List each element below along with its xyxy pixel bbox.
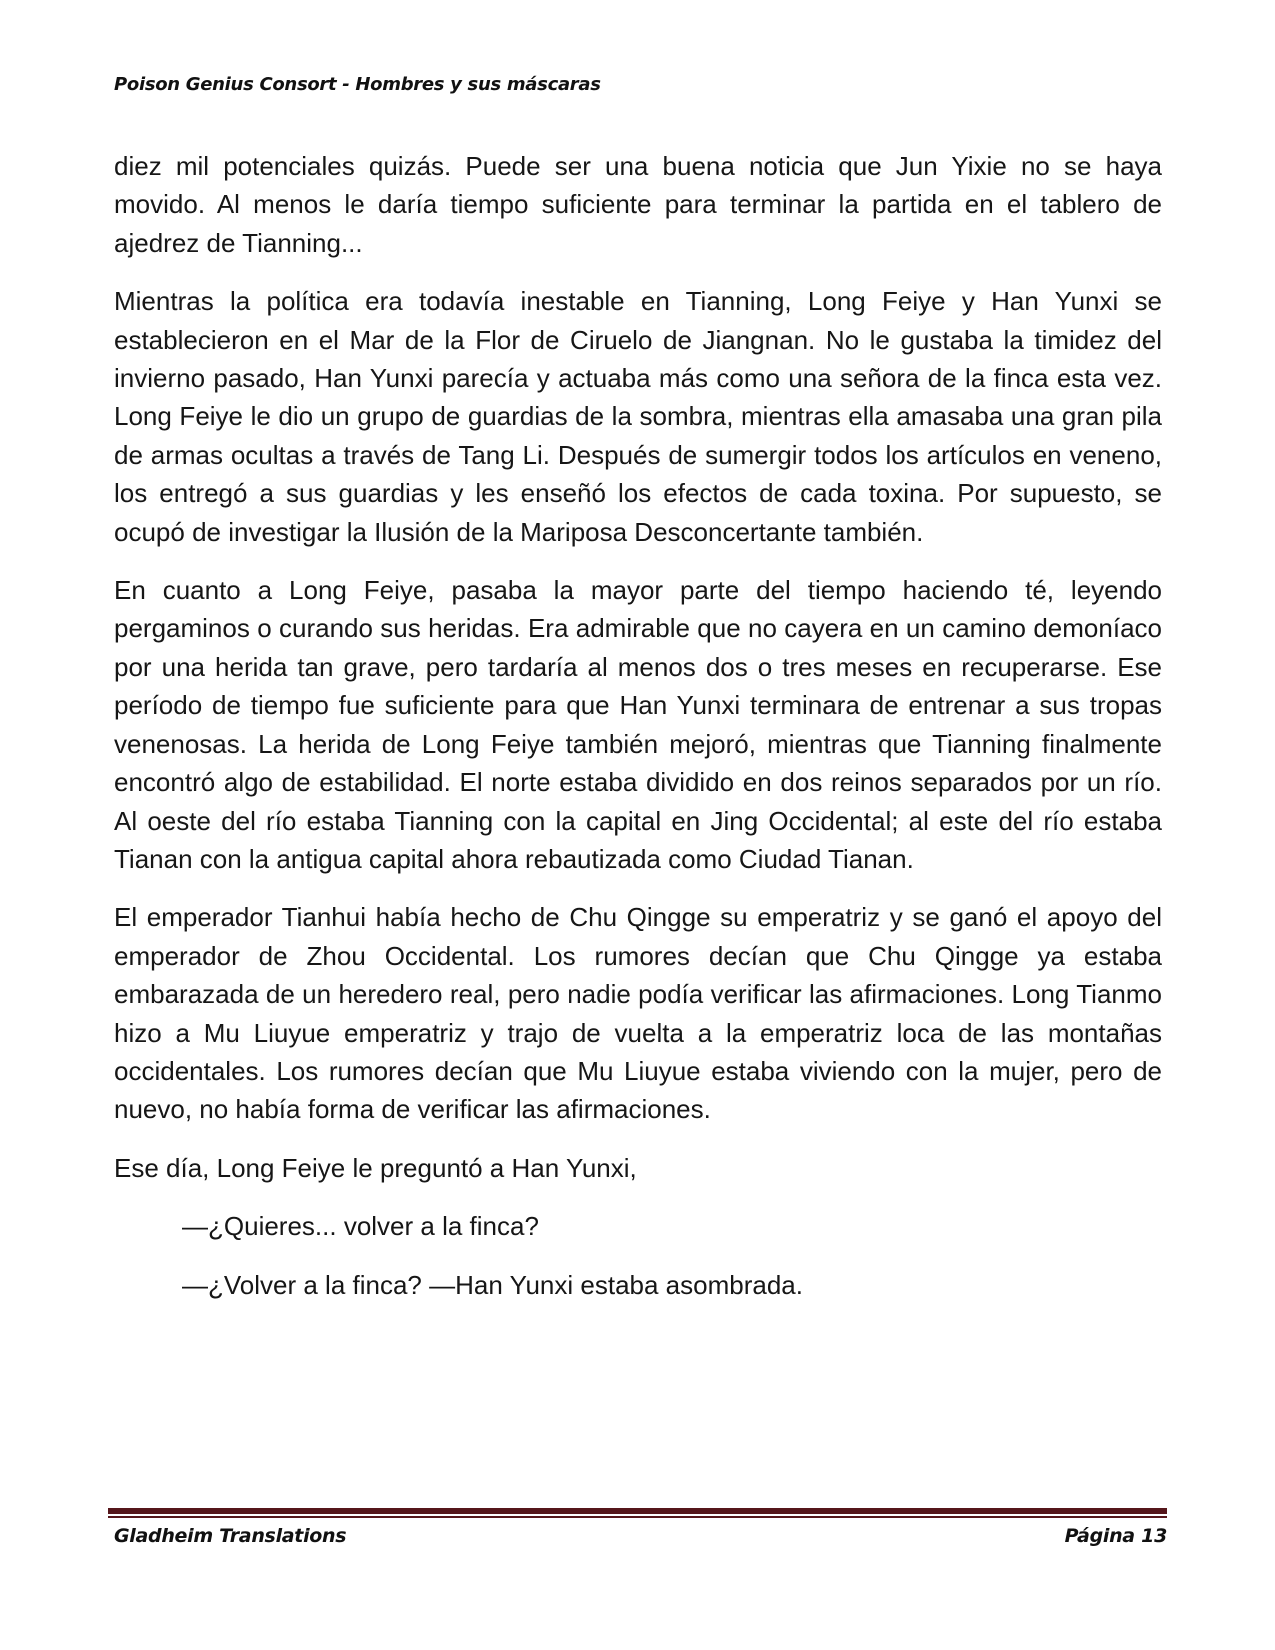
footer-rule-thin bbox=[108, 1516, 1167, 1518]
paragraph: Ese día, Long Feiye le preguntó a Han Yunxi, bbox=[114, 1152, 637, 1183]
dialogue-line: —¿Quieres... volver a la finca? bbox=[182, 1211, 539, 1242]
paragraph: diez mil potenciales quizás. Puede ser una buena noticia que Jun Yixie no se haya movido. Al menos le daría tiempo suficiente para terminar la partida en el tablero de ajedrez de Tianning... bbox=[114, 151, 1162, 258]
dialogue-line: —¿Volver a la finca? —Han Yunxi estaba asombrada. bbox=[182, 1269, 803, 1300]
paragraph: Mientras la política era todavía inestable en Tianning, Long Feiye y Han Yunxi se establecieron en el Mar de la Flor de Ciruelo de Jiangnan. No le gustaba la timidez del invierno pasado, Han Yunxi parecía y actuaba más como una señora de la finca esta vez. Long Feiye le dio un grupo de guardias de la sombra, mientras ella amasaba una gran pila de armas ocultas a través de Tang Li. Después de sumergir todos los artículos en veneno, los entregó a sus guardias y les enseñó los efectos de cada toxina. Por supuesto, se ocupó de investigar la Ilusión de la Mariposa Desconcertante también. bbox=[114, 286, 1162, 547]
footer-publisher: Gladheim Translations bbox=[114, 1525, 347, 1547]
footer-page-number: Página 13 bbox=[1064, 1525, 1167, 1547]
running-header: Poison Genius Consort - Hombres y sus máscaras bbox=[114, 74, 601, 95]
paragraph: En cuanto a Long Feiye, pasaba la mayor parte del tiempo haciendo té, leyendo pergaminos o curando sus heridas. Era admirable que no cayera en un camino demoníaco por una herida tan grave, pero tardaría al menos dos o tres meses en recuperarse. Ese período de tiempo fue suficiente para que Han Yunxi terminara de entrenar a sus tropas venenosas. La herida de Long Feiye también mejoró, mientras que Tianning finalmente encontró algo de estabilidad. El norte estaba dividido en dos reinos separados por un río. Al oeste del río estaba Tianning con la capital en Jing Occidental; al este del río estaba Tianan con la antigua capital ahora rebautizada como Ciudad Tianan. bbox=[114, 575, 1162, 874]
paragraph: El emperador Tianhui había hecho de Chu Qingge su emperatriz y se ganó el apoyo del emperador de Zhou Occidental. Los rumores decían que Chu Qingge ya estaba embarazada de un heredero real, pero nadie podía verificar las afirmaciones. Long Tianmo hizo a Mu Liuyue emperatriz y trajo de vuelta a la emperatriz loca de las montañas occidentales. Los rumores decían que Mu Liuyue estaba viviendo con la mujer, pero de nuevo, no había forma de verificar las afirmaciones. bbox=[114, 902, 1162, 1125]
footer-rule-thick bbox=[108, 1508, 1167, 1514]
page-body bbox=[114, 147, 1162, 1324]
